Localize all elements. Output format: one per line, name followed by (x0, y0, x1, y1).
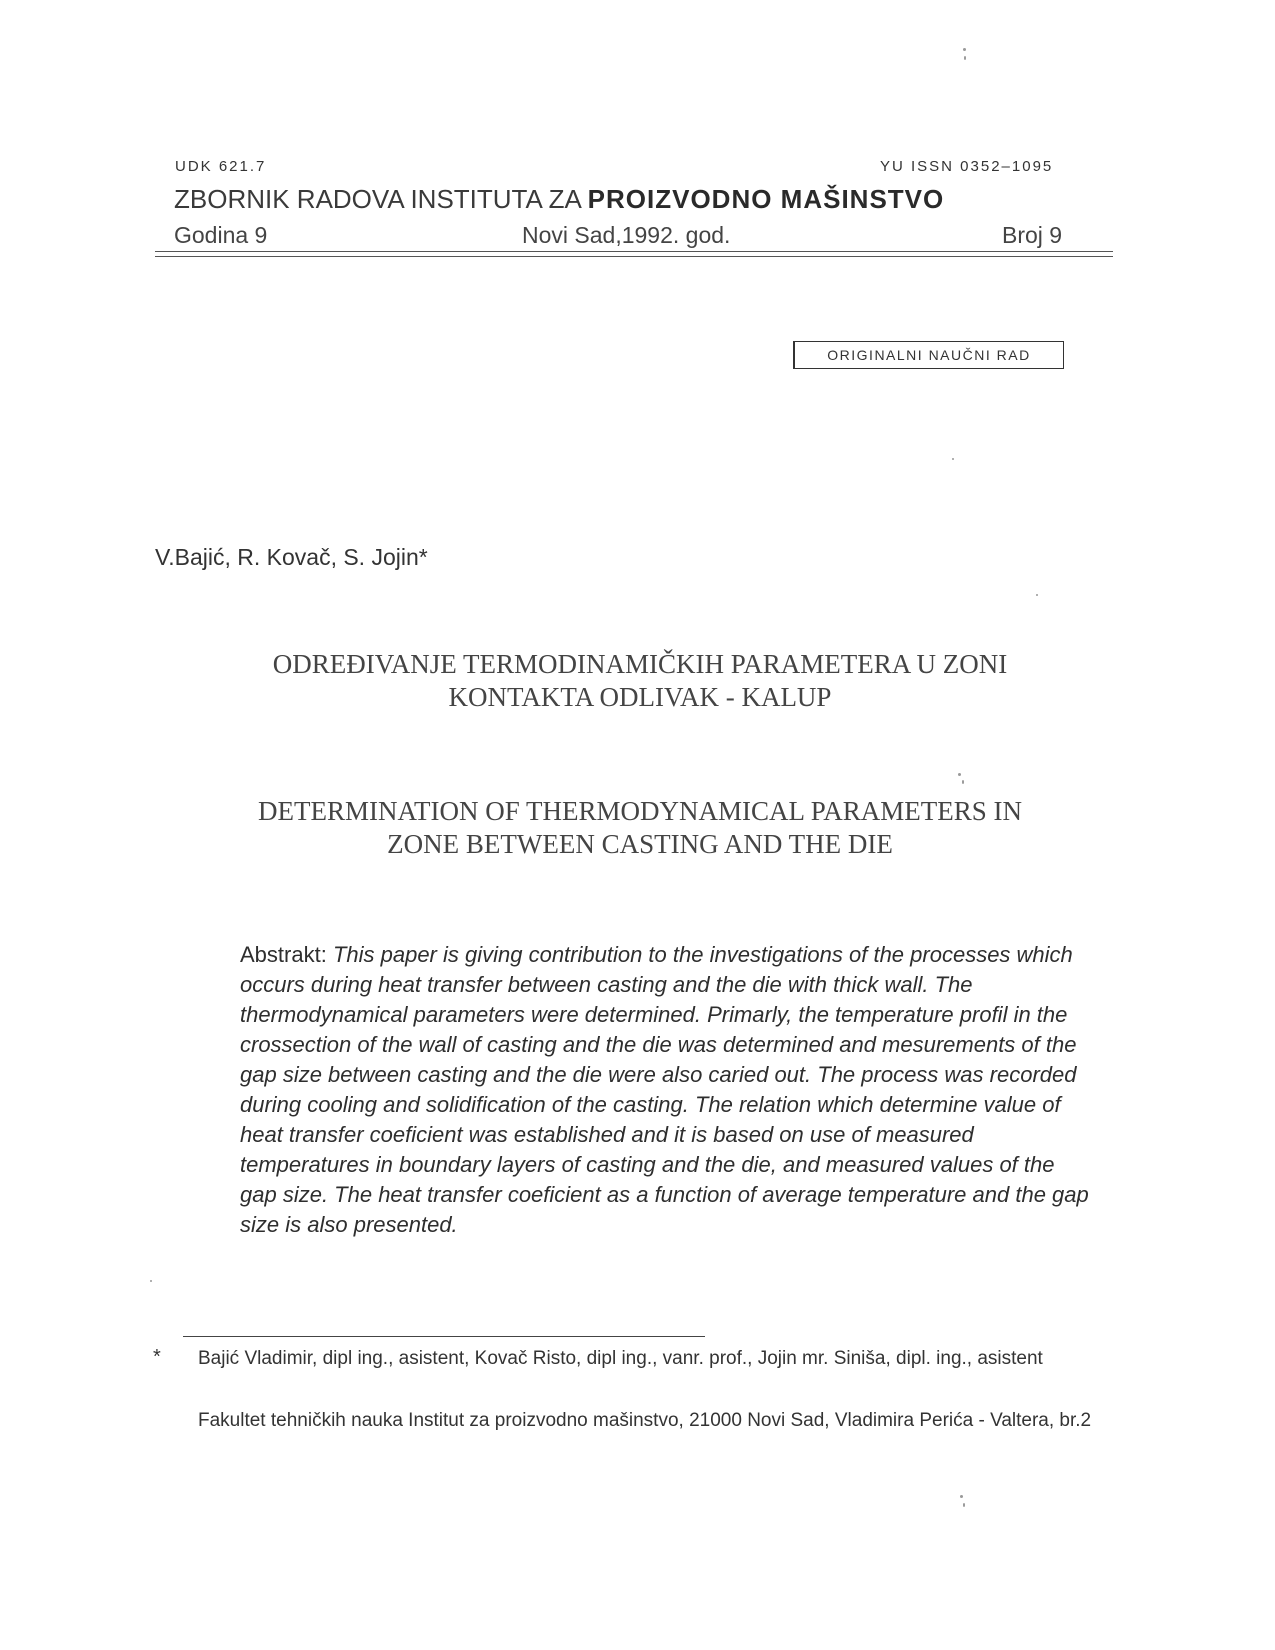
udk-code: UDK 621.7 (175, 158, 267, 175)
scan-speck (960, 1495, 963, 1498)
footnote-rule (183, 1336, 705, 1337)
title-english-line2: ZONE BETWEEN CASTING AND THE DIE (387, 829, 893, 859)
issue-number: Broj 9 (1002, 222, 1063, 248)
title-serbian-line1: ODREĐIVANJE TERMODINAMIČKIH PARAMETERA U ZONI (272, 649, 1008, 679)
scan-speck (150, 1280, 152, 1282)
issn-code: YU ISSN 0352–1095 (880, 158, 1054, 175)
title-serbian (160, 648, 1120, 714)
footnote-marker: * (153, 1346, 161, 1368)
scan-speck (952, 458, 954, 460)
abstract (240, 940, 1090, 1240)
scan-speck (958, 773, 961, 776)
scan-speck (963, 1503, 965, 1507)
scan-speck (964, 56, 966, 60)
title-english-line1: DETERMINATION OF THERMODYNAMICAL PARAMETERS IN (257, 796, 1023, 826)
scan-speck (963, 48, 966, 51)
place-date: Novi Sad,1992. god. (522, 222, 731, 248)
header-rule-top (155, 251, 1113, 252)
header-rule-bottom (155, 256, 1113, 257)
title-serbian-line2: KONTAKTA ODLIVAK - KALUP (448, 682, 832, 712)
footnote-affiliation: Fakultet tehničkih nauka Institut za proizvodno mašinstvo, 21000 Novi Sad, Vladimira Perića - Valtera, br.2 (198, 1410, 1092, 1431)
journal-prefix: ZBORNIK RADOVA INSTITUTA ZA (174, 184, 581, 214)
scan-speck (962, 780, 964, 784)
title-english (160, 795, 1120, 861)
paper-type-badge: ORIGINALNI NAUČNI RAD (793, 341, 1064, 369)
journal-bold: PROIZVODNO MAŠINSTVO (587, 184, 945, 214)
abstract-text: This paper is giving contribution to the investigations of the processes which occurs during heat transfer between casting and the die with thick wall. The thermodynamical parameters were determined. Primarly, the temperature profil in the crossection of the wall of casting and the die was determined and mesurements of the gap size between casting and the die were also caried out. The process was recorded during cooling and solidification of the casting. The relation which determine value of heat transfer coeficient was established and it is based on use of measured temperatures in boundary layers of casting and the die, and measured values of the gap size. The heat transfer coeficient as a function of average temperature and the gap size is also presented. (240, 942, 1089, 1237)
scan-speck (1036, 594, 1038, 596)
abstract-label: Abstrakt: (240, 942, 327, 967)
footnote-authors: Bajić Vladimir, dipl ing., asistent, Kovač Risto, dipl ing., vanr. prof., Jojin mr. Siniša, dipl. ing., asistent (198, 1348, 1043, 1369)
authors: V.Bajić, R. Kovač, S. Jojin* (155, 544, 428, 570)
year-label: Godina 9 (174, 222, 268, 248)
journal-name (174, 184, 1087, 215)
